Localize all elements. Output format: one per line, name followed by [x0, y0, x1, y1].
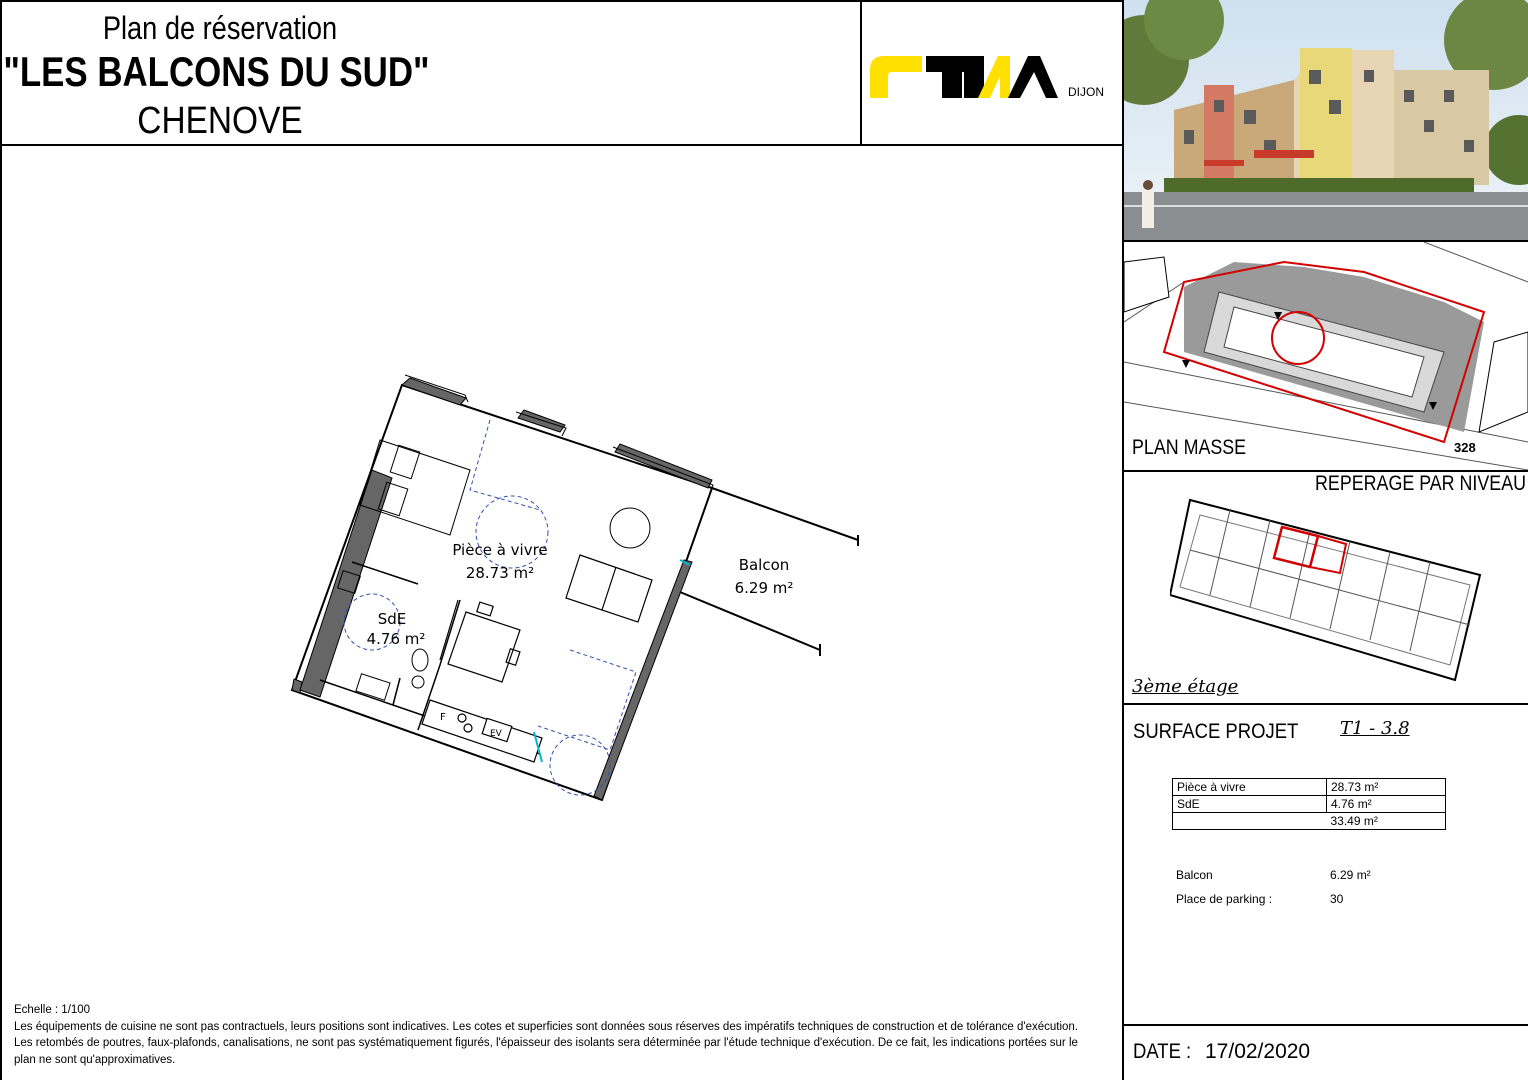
extra-value: 6.29 m²: [1330, 868, 1371, 882]
room-label: Pièce à vivre: [452, 541, 548, 559]
reperage-title: REPERAGE PAR NIVEAU: [1315, 472, 1526, 495]
ctaa-logo-icon: [862, 0, 1122, 145]
room-name-cell: SdE: [1173, 796, 1327, 813]
area-table: [1172, 778, 1446, 830]
room-label: Balcon: [738, 556, 790, 574]
extra-value: 30: [1330, 892, 1344, 906]
extra-name: Place de parking :: [1176, 892, 1273, 906]
room-area: 28.73 m²: [465, 564, 535, 582]
frame-left: [0, 0, 2, 1080]
total-area-cell: 33.49 m²: [1327, 813, 1446, 830]
floor-plan: [280, 360, 880, 820]
level-label: 3ème étage: [1132, 676, 1239, 697]
plan-masse: [1124, 242, 1528, 470]
plan-masse-label: PLAN MASSE: [1132, 436, 1247, 459]
level-plan: [1170, 495, 1490, 685]
date-label: DATE :: [1133, 1040, 1192, 1063]
date-divider: [1123, 1024, 1528, 1026]
room-area: 6.29 m²: [734, 579, 794, 597]
logo-text: DIJON: [1068, 85, 1104, 99]
date-value: 17/02/2020: [1205, 1040, 1311, 1063]
fridge-label: F: [440, 712, 446, 723]
plot-number: 328: [1454, 440, 1476, 455]
sink-label: EV: [490, 729, 502, 739]
unit-code: T1 - 3.8: [1340, 718, 1410, 739]
date-row: [1133, 1040, 1311, 1064]
room-name-cell: Pièce à vivre: [1173, 779, 1327, 796]
reperage-divider: [1123, 703, 1528, 705]
logo: [862, 0, 1122, 145]
table-row: [1173, 779, 1446, 796]
table-row: [1173, 813, 1446, 830]
building-photo: [1124, 0, 1528, 240]
room-area: 4.76 m²: [366, 630, 426, 648]
title-block: [0, 0, 860, 145]
disclaimer-text: Les équipements de cuisine ne sont pas contractuels, leurs positions sont indicatives. Les cotes et superficies sont données sous réserves des impératifs techniques de construction et de tolérance d'exécution. Les retombés de poutres, faux-plafonds, canalisations, ne sont pas systématiquement figurés, l'épaisseur des isolants sera déterminée par l'étude technique d'exécution. De ce fait, les indications portées sur le plan ne sont qu'approximatives.: [14, 1020, 1078, 1066]
room-area-cell: 28.73 m²: [1327, 779, 1446, 796]
footer-note: [14, 1002, 1089, 1068]
table-row: [1173, 796, 1446, 813]
project-name: "LES BALCONS DU SUD": [3, 48, 430, 95]
extra-name: Balcon: [1176, 868, 1213, 882]
surface-title: SURFACE PROJET: [1133, 720, 1299, 743]
scale-label: Echelle : 1/100: [14, 1004, 91, 1016]
total-label-cell: [1173, 813, 1327, 830]
room-area-cell: 4.76 m²: [1327, 796, 1446, 813]
city-name: CHENOVE: [137, 100, 303, 142]
plan-title: Plan de réservation: [102, 10, 338, 46]
room-label: SdE: [377, 610, 407, 628]
